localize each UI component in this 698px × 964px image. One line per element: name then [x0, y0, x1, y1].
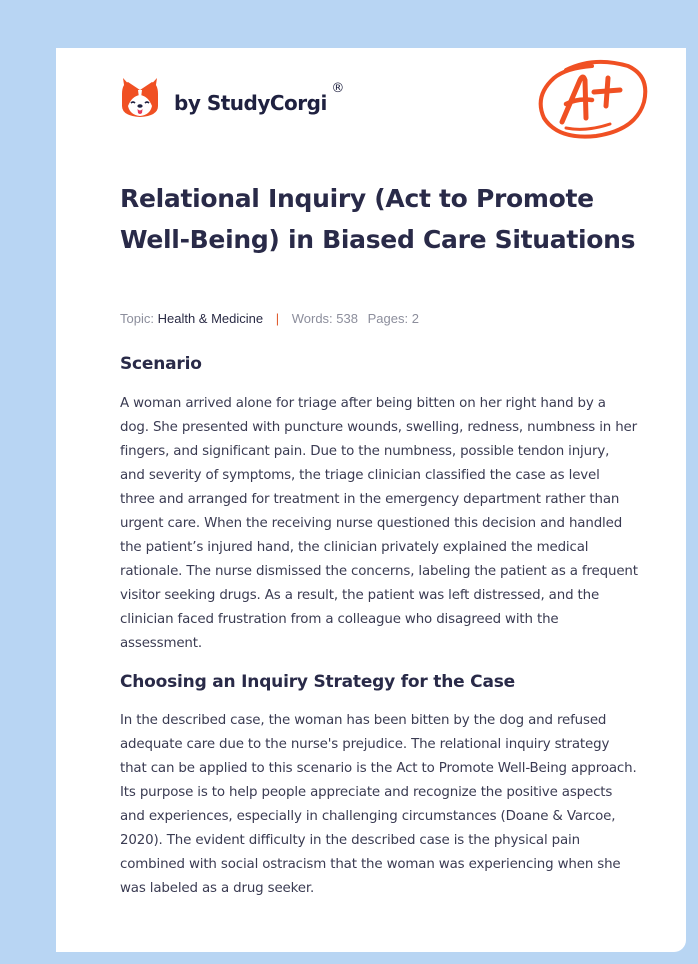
section-paragraph-scenario: A woman arrived alone for triage after being bitten on her right hand by a dog. She presented with puncture wounds, swelling, redness, numbness in her fingers, and significant pain. Due to the numbness, possible tendon injury, and severity of symptoms, the triage clinician classified the case as level three and arranged for treatment in the emergency department rather than urgent care. When the receiving nurse questioned this decision and handled the patient’s injured hand, the clinician privately explained the medical rationale. The nurse dismissed the concerns, labeling the patient as a frequent visitor seeking drugs. As a result, the patient was left distressed, and the clinician faced frustration from a colleague who disagreed with the assessment. — [120, 396, 638, 651]
brand-text: by StudyCorgi — [174, 91, 327, 115]
topic-link[interactable]: Health & Medicine — [157, 311, 264, 326]
section-heading-inquiry-strategy: Choosing an Inquiry Strategy for the Case — [120, 672, 515, 692]
brand-header[interactable] — [120, 76, 344, 120]
word-count: Words: 538 — [291, 311, 358, 326]
page-count: Pages: 2 — [367, 311, 419, 326]
a-plus-grade-icon — [536, 58, 652, 142]
registered-mark: ® — [331, 81, 344, 96]
document-meta — [120, 311, 419, 326]
page-title: Relational Inquiry (Act to Promote Well-Being) in Biased Care Situations — [120, 184, 636, 254]
section-heading-scenario: Scenario — [120, 354, 202, 374]
meta-separator: | — [275, 311, 280, 326]
brand-name — [174, 81, 344, 115]
topic-label: Topic: — [120, 311, 154, 326]
document-card — [56, 48, 686, 952]
section-paragraph-inquiry-strategy: In the described case, the woman has been bitten by the dog and refused adequate care due to the nurse's prejudice. The relational inquiry strategy that can be applied to this scenario is the Act to Promote Well-Being approach. Its purpose is to help people appreciate and recognize the positive aspects and experiences, especially in challenging circumstances (Doane & Varcoe, 2020). The evident difficulty in the described case is the physical pain combined with social ostracism that the woman was experiencing when she was labeled as a drug seeker. — [120, 713, 637, 896]
corgi-logo-icon — [120, 76, 160, 120]
